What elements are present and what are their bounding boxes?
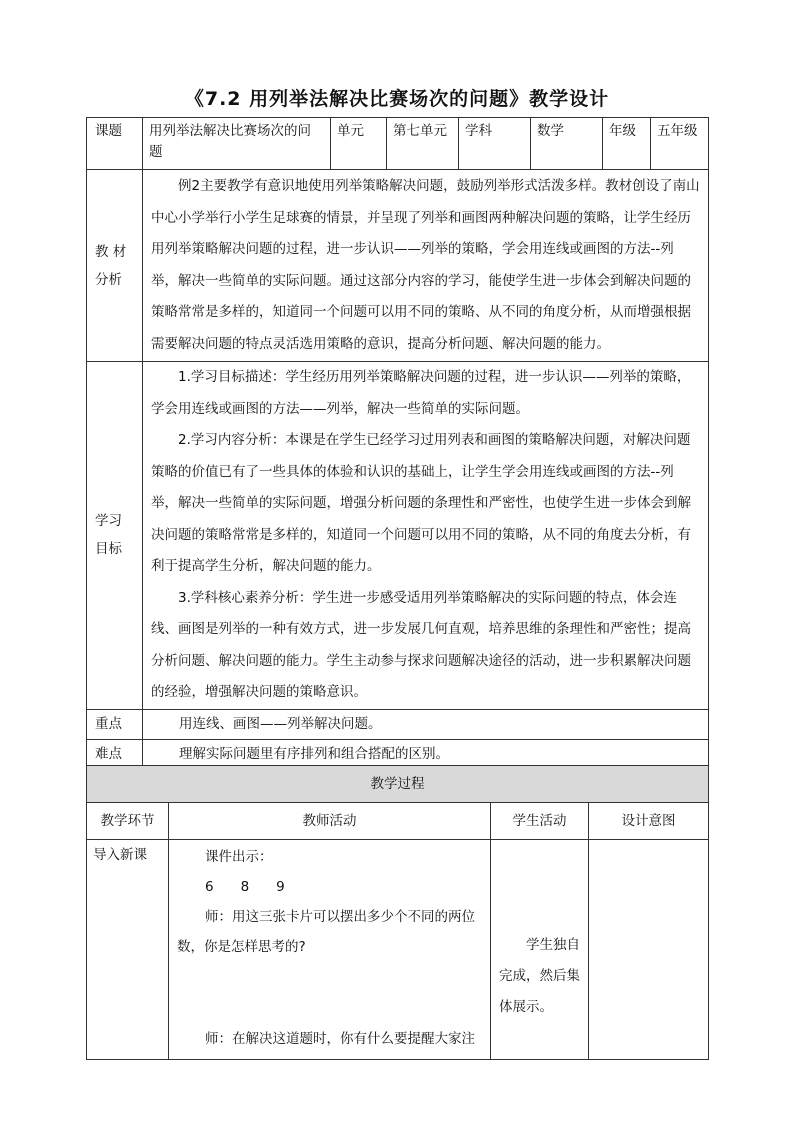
process-header: 教学过程 [87, 766, 709, 803]
objective-item-1: 1.学习目标描述：学生经历用列举策略解决问题的过程，进一步认识——列举的策略，学会用连线或画图的方法——列举，解决一些简单的实际问题。 [151, 369, 691, 417]
column-teacher: 教师活动 [169, 803, 491, 840]
column-design: 设计意图 [589, 803, 709, 840]
grade-label: 年级 [603, 118, 651, 170]
course-value: 用列举法解决比赛场次的问题 [143, 118, 331, 170]
process-row-intro [87, 840, 709, 1060]
teacher-line-4: 师：在解决这道题时，你有什么要提醒大家注 [205, 1031, 475, 1047]
column-student: 学生活动 [491, 803, 589, 840]
unit-label: 单元 [331, 118, 387, 170]
lesson-info-table [86, 117, 709, 770]
analysis-cell [143, 170, 709, 362]
objectives-cell [143, 362, 709, 710]
grade-value: 五年级 [651, 118, 709, 170]
key-point-label: 重点 [87, 709, 143, 739]
student-activity-cell: 学生独自完成，然后集体展示。 [491, 840, 589, 1060]
process-header-row [87, 766, 709, 803]
difficulty-label: 难点 [87, 739, 143, 769]
subject-value: 数学 [531, 118, 603, 170]
spacer [177, 962, 484, 1024]
column-stage: 教学环节 [87, 803, 169, 840]
objectives-label: 学习 目标 [87, 362, 143, 710]
key-point-row [87, 709, 709, 739]
teaching-process-table [86, 765, 709, 1060]
info-row [87, 118, 709, 170]
analysis-label: 教 材 分析 [87, 170, 143, 362]
design-intent-cell [589, 840, 709, 1060]
process-columns-row [87, 803, 709, 840]
subject-label: 学科 [459, 118, 531, 170]
analysis-row [87, 170, 709, 362]
analysis-text: 例2主要教学有意识地使用列举策略解决问题，鼓励列举形式活泼多样。教材创设了南山中心小学举行小学生足球赛的情景，并呈现了列举和画图两种解决问题的策略，让学生经历用列举策略解决问题的过程，进一步认识——列举的策略，学会用连线或画图的方法--列举，解决一些简单的实际问题。通过这部分内容的学习，能使学生进一步体会到解决问题的策略常常是多样的，知道同一个问题可以用不同的策略、从不同的角度分析，从而增强根据需要解决问题的特点灵活选用策略的意识，提高分析问题、解决问题的能力。 [151, 178, 700, 352]
number-cards: 6 8 9 [205, 879, 285, 895]
key-point-text: 用连线、画图——列举解决问题。 [143, 709, 709, 739]
teacher-line-3: 师：用这三张卡片可以摆出多少个不同的两位数，你是怎样思考的? [177, 909, 475, 955]
teacher-line-1: 课件出示： [205, 849, 273, 865]
difficulty-text: 理解实际问题里有序排列和组合搭配的区别。 [143, 739, 709, 769]
document-title: 《7.2 用列举法解决比赛场次的问题》教学设计 [184, 88, 610, 110]
teacher-activity-cell [169, 840, 491, 1060]
objective-item-2: 2.学习内容分析：本课是在学生已经学习过用列表和画图的策略解决问题，对解决问题策略的价值已有了一些具体的体验和认识的基础上，让学生学会用连线或画图的方法--列举，解决一些简单的实际问题，增强分析问题的条理性和严密性，也使学生进一步体会到解决问题的策略常常是多样的，知道同一个问题可以用不同的策略，从不同的角度去分析，有利于提高学生分析，解决问题的能力。 [151, 432, 691, 574]
objective-item-3: 3.学科核心素养分析：学生进一步感受适用列举策略解决的实际问题的特点，体会连线、画图是列举的一种有效方式，进一步发展几何直观，培养思维的条理性和严密性；提高分析问题、解决问题的能力。学生主动参与探求问题解决途径的活动，进一步积累解决问题的经验，增强解决问题的策略意识。 [151, 589, 691, 700]
course-label: 课题 [87, 118, 143, 170]
unit-value: 第七单元 [387, 118, 459, 170]
stage-cell: 导入新课 [87, 840, 169, 1060]
objectives-row [87, 362, 709, 710]
